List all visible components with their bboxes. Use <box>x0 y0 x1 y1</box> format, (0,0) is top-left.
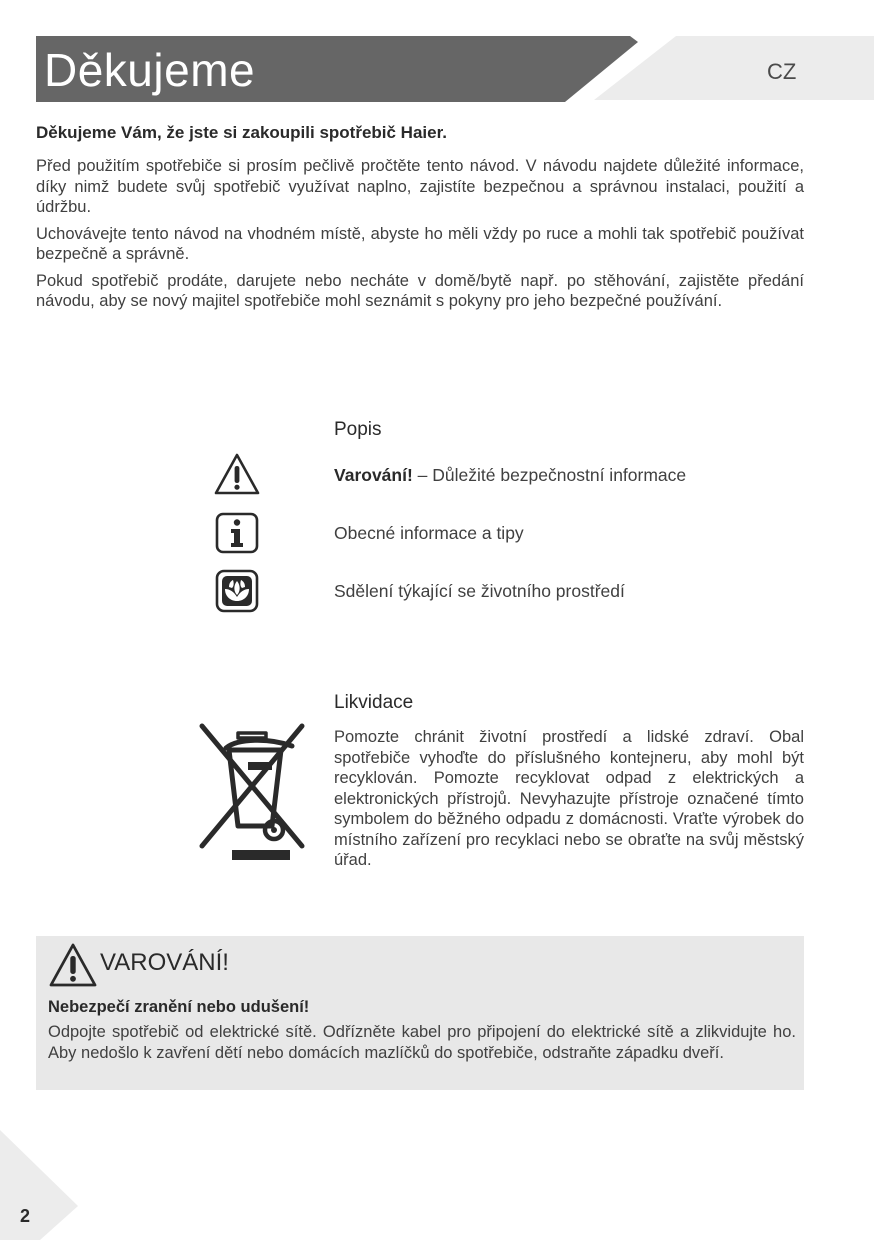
intro-section <box>36 118 804 318</box>
warning-title: VAROVÁNÍ! <box>100 949 229 976</box>
legend-item-label: Sdělení týkající se životního prostředí <box>334 581 625 601</box>
legend-item-label-bold: Varování! <box>334 465 413 485</box>
intro-paragraph-2: Uchovávejte tento návod na vhodném místě, abyste ho měli vždy po ruce a mohli tak spotřebič používat bezpečně a správně. <box>36 224 804 263</box>
warning-subtitle: Nebezpečí zranění nebo udušení! <box>48 998 310 1016</box>
disposal-heading: Likvidace <box>334 692 414 713</box>
header-band <box>0 0 874 110</box>
warning-text: Odpojte spotřebič od elektrické sítě. Odřízněte kabel pro připojení do elektrické sítě a zlikvidujte ho. Aby nedošlo k zavření dětí nebo domácích mazlíčků do spotřebiče, odstraňte západku dveří. <box>48 1023 796 1062</box>
page-title: Děkujeme <box>44 44 256 96</box>
intro-paragraph-3: Pokud spotřebič prodáte, darujete nebo necháte v domě/bytě např. po stěhování, zajistěte předání návodu, aby se nový majitel spotřebiče mohl seznámit s pokyny pro jeho bezpečné používání. <box>36 271 804 310</box>
legend-item-label: Obecné informace a tipy <box>334 523 524 543</box>
environment-leaf-icon <box>214 568 260 614</box>
legend-item-environment <box>214 568 804 614</box>
legend-heading: Popis <box>334 419 382 440</box>
warning-box <box>36 936 804 1090</box>
intro-paragraph-1: Před použitím spotřebiče si prosím pečlivě pročtěte tento návod. V návodu najdete důležité informace, díky nimž budete svůj spotřebič využívat naplno, zajistíte bezpečnou a správnou instalaci, použití a údržbu. <box>36 157 804 216</box>
legend-item-info <box>214 510 804 556</box>
legend-item-label <box>334 464 686 486</box>
legend-item-warning <box>214 452 804 498</box>
warning-triangle-icon <box>48 942 98 988</box>
intro-heading: Děkujeme Vám, že jste si zakoupili spotřebič Haier. <box>36 123 447 142</box>
crossed-bin-icon <box>198 722 306 864</box>
page-number: 2 <box>20 1206 31 1226</box>
language-code: CZ <box>767 59 797 84</box>
disposal-text: Pomozte chránit životní prostředí a lidské zdraví. Obal spotřebiče vyhoďte do příslušného kontejneru, aby mohl být recyklován. Pomozte recyklovat odpad z elektrických a elektronických přístrojů. Nevyhazujte přístroje označené tímto symbolem do běžného odpadu z domácnosti. Vraťte výrobek do místního zařízení pro recyklaci nebo se obraťte na svůj městský úřad. <box>334 728 804 869</box>
page-corner-decoration <box>0 1130 80 1240</box>
info-icon <box>214 510 260 556</box>
legend-item-label-rest: – Důležité bezpečnostní informace <box>412 465 687 485</box>
warning-triangle-icon <box>214 452 260 498</box>
